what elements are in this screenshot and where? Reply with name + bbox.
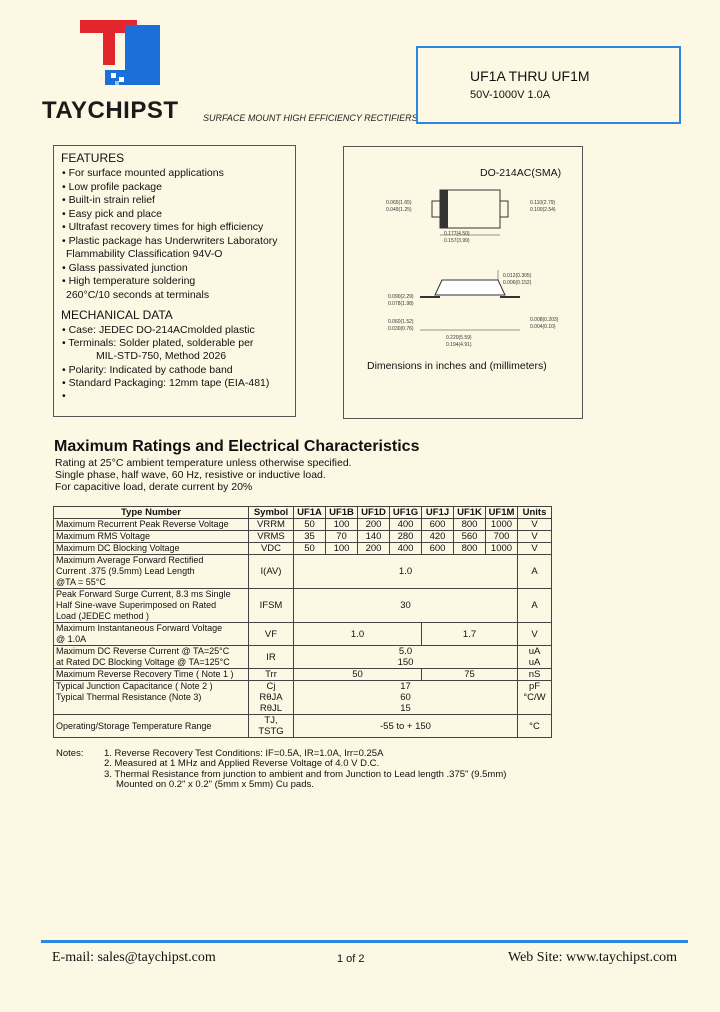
symbol-cell: IFSM [249, 589, 294, 623]
dimension-label: 0.100(2.54) [530, 207, 556, 213]
symbol-line: Cj [266, 681, 276, 692]
unit-line: uA [528, 657, 541, 668]
dimension-label: 0.065(1.65) [386, 200, 412, 206]
value-cell: 50 [294, 519, 326, 531]
value-cell: 400 [390, 519, 422, 531]
value-cell: 1.0 [294, 555, 518, 589]
rating-condition: For capacitive load, derate current by 20% [55, 481, 253, 493]
param-line: Typical Thermal Resistance (Note 3) [56, 692, 202, 702]
mechanical-item: • Standard Packaging: 12mm tape (EIA-481) [62, 377, 270, 389]
value-line: 15 [400, 703, 411, 714]
ratings-heading: Maximum Ratings and Electrical Characteristics [54, 438, 420, 455]
param-cell: Maximum Reverse Recovery Time ( Note 1 ) [54, 669, 249, 681]
feature-item: 260°C/10 seconds at terminals [66, 289, 210, 301]
symbol-cell: Trr [249, 669, 294, 681]
footer-email[interactable]: E-mail: sales@taychipst.com [52, 950, 216, 965]
table-row [54, 623, 552, 646]
value-line: 150 [397, 657, 414, 668]
feature-item: • Ultrafast recovery times for high efficiency [62, 221, 264, 233]
param-cell: Maximum RMS Voltage [54, 531, 249, 543]
dimension-label: 0.030(0.76) [388, 326, 414, 332]
param-cell: Maximum Recurrent Peak Reverse Voltage [54, 519, 249, 531]
value-cell: 70 [326, 531, 358, 543]
dimension-label: 0.110(2.79) [530, 200, 556, 206]
symbol-cell: TJ, TSTG [249, 715, 294, 738]
param-cell [54, 555, 249, 589]
product-category: SURFACE MOUNT HIGH EFFICIENCY RECTIFIERS [203, 113, 418, 123]
value-cell: 100 [326, 543, 358, 555]
value-cell: 200 [358, 519, 390, 531]
value-line: 60 [400, 692, 411, 703]
value-cell: 35 [294, 531, 326, 543]
value-cell: 800 [454, 519, 486, 531]
unit-line: uA [528, 646, 541, 657]
param-cell [54, 623, 249, 646]
package-name: DO-214AC(SMA) [480, 167, 562, 179]
param-cell [54, 681, 249, 715]
feature-item: • Easy pick and place [62, 208, 162, 220]
param-line: Typical Junction Capacitance ( Note 2 ) [56, 681, 213, 691]
note-item: 2. Measured at 1 MHz and Applied Reverse Voltage of 4.0 V D.C. [104, 758, 380, 769]
param-cell: Operating/Storage Temperature Range [54, 715, 249, 738]
param-line: Maximum Instantaneous Forward Voltage [56, 623, 223, 633]
note-item: 1. Reverse Recovery Test Conditions: IF=0.5A, IR=1.0A, Irr=0.25A [104, 748, 384, 759]
feature-item: • High temperature soldering [62, 275, 196, 287]
table-row [54, 681, 552, 715]
table-row [54, 646, 552, 669]
value-cell: 140 [358, 531, 390, 543]
symbol-cell: I(AV) [249, 555, 294, 589]
value-cell: 100 [326, 519, 358, 531]
unit-cell: V [518, 519, 552, 531]
value-cell: 280 [390, 531, 422, 543]
feature-item: • Built-in strain relief [62, 194, 155, 206]
unit-line: °C/W [523, 692, 546, 703]
param-line: Half Sine-wave Superimposed on Rated [56, 600, 217, 610]
value-cell [294, 681, 518, 715]
dimension-label: 0.090(2.29) [388, 294, 414, 300]
header-uf1d: UF1D [358, 507, 390, 519]
dimension-label: 0.194(4.91) [446, 342, 472, 348]
dimension-label: 0.012(0.305) [503, 273, 532, 279]
header-type: Type Number [54, 507, 249, 519]
symbol-cell: IR [249, 646, 294, 669]
title-box [416, 46, 681, 124]
header-uf1a: UF1A [294, 507, 326, 519]
value-cell: 200 [358, 543, 390, 555]
unit-cell: A [518, 589, 552, 623]
mechanical-item: • [62, 390, 66, 402]
symbol-line: RθJA [259, 692, 283, 703]
param-line: Current .375 (9.5mm) Lead Length [56, 566, 195, 576]
taychipst-logo [75, 15, 165, 95]
table-row [54, 589, 552, 623]
footer-website[interactable]: Web Site: www.taychipst.com [508, 950, 678, 965]
value-cell: -55 to + 150 [294, 715, 518, 738]
unit-cell: V [518, 531, 552, 543]
notes-label: Notes: [56, 748, 84, 759]
unit-cell: °C [518, 715, 552, 738]
rating-condition: Single phase, half wave, 60 Hz, resistive or inductive load. [55, 469, 326, 481]
value-cell [294, 646, 518, 669]
mechanical-heading: MECHANICAL DATA [61, 308, 173, 322]
dimension-label: 0.006(0.152) [503, 280, 532, 286]
value-cell: 50 [294, 669, 422, 681]
table-row [54, 715, 552, 738]
header-symbol: Symbol [249, 507, 294, 519]
symbol-cell: VRMS [249, 531, 294, 543]
value-cell: 1000 [486, 543, 518, 555]
header-uf1j: UF1J [422, 507, 454, 519]
unit-cell: nS [518, 669, 552, 681]
table-row [54, 543, 552, 555]
ratings-table [53, 506, 552, 738]
param-line: at Rated DC Blocking Voltage @ TA=125°C [56, 657, 230, 667]
feature-item: • Low profile package [62, 181, 162, 193]
value-cell: 600 [422, 519, 454, 531]
value-cell: 560 [454, 531, 486, 543]
value-cell: 1.7 [422, 623, 518, 646]
unit-cell: V [518, 623, 552, 646]
value-cell: 420 [422, 531, 454, 543]
dimension-note: Dimensions in inches and (millimeters) [367, 360, 547, 372]
value-line: 17 [400, 681, 411, 692]
symbol-cell: VRRM [249, 519, 294, 531]
dimension-label: 0.078(1.98) [388, 301, 414, 307]
value-cell: 400 [390, 543, 422, 555]
features-heading: FEATURES [61, 151, 125, 165]
value-cell: 800 [454, 543, 486, 555]
param-line: @ 1.0A [56, 634, 87, 644]
symbol-line: RθJL [259, 703, 283, 714]
unit-cell [518, 681, 552, 715]
dimension-label: 0.177(4.50) [444, 231, 470, 237]
mechanical-item: MIL-STD-750, Method 2026 [96, 350, 227, 362]
value-cell: 75 [422, 669, 518, 681]
note-item: Mounted on 0.2" x 0.2" (5mm x 5mm) Cu pads. [116, 779, 314, 790]
value-cell: 30 [294, 589, 518, 623]
value-cell: 1.0 [294, 623, 422, 646]
unit-line: pF [528, 681, 541, 692]
value-cell: 600 [422, 543, 454, 555]
param-cell [54, 589, 249, 623]
header-uf1m: UF1M [486, 507, 518, 519]
header-uf1g: UF1G [390, 507, 422, 519]
dimension-label: 0.004(0.10) [530, 324, 556, 330]
value-cell: 1000 [486, 519, 518, 531]
feature-item: • For surface mounted applications [62, 167, 224, 179]
part-range-title: UF1A THRU UF1M [470, 68, 590, 84]
param-cell: Maximum DC Blocking Voltage [54, 543, 249, 555]
page-indicator: 1 of 2 [337, 953, 365, 965]
note-item: 3. Thermal Resistance from junction to ambient and from Junction to Lead length .375" (9.5mm) [104, 769, 507, 780]
header-uf1b: UF1B [326, 507, 358, 519]
rating-condition: Rating at 25°C ambient temperature unless otherwise specified. [55, 457, 352, 469]
unit-cell: A [518, 555, 552, 589]
header-units: Units [518, 507, 552, 519]
mechanical-item: • Terminals: Solder plated, solderable per [62, 337, 254, 349]
header-uf1k: UF1K [454, 507, 486, 519]
param-line: Load (JEDEC method ) [56, 611, 150, 621]
symbol-cell [249, 681, 294, 715]
table-row [54, 555, 552, 589]
param-line: Peak Forward Surge Current, 8.3 ms Single [56, 589, 231, 599]
param-cell [54, 646, 249, 669]
feature-item: • Plastic package has Underwriters Laboratory [62, 235, 278, 247]
mechanical-item: • Polarity: Indicated by cathode band [62, 364, 233, 376]
symbol-cell: VDC [249, 543, 294, 555]
table-row [54, 519, 552, 531]
feature-item: • Glass passivated junction [62, 262, 188, 274]
value-line: 5.0 [398, 646, 413, 657]
table-row [54, 531, 552, 543]
dimension-label: 0.060(1.52) [388, 319, 414, 325]
voltage-current-rating: 50V-1000V 1.0A [470, 89, 551, 101]
dimension-label: 0.049(1.25) [386, 207, 412, 213]
table-row [54, 669, 552, 681]
mechanical-item: • Case: JEDEC DO-214ACmolded plastic [62, 324, 255, 336]
unit-cell [518, 646, 552, 669]
brand-name: TAYCHIPST [42, 97, 179, 124]
table-header-row [54, 507, 552, 519]
dimension-label: 0.008(0.203) [530, 317, 559, 323]
param-line: Maximum Average Forward Rectified [56, 555, 204, 565]
dimension-label: 0.157(3.99) [444, 238, 470, 244]
param-line: @TA = 55°C [56, 577, 106, 587]
value-cell: 50 [294, 543, 326, 555]
footer-divider [41, 940, 688, 943]
unit-cell: V [518, 543, 552, 555]
value-cell: 700 [486, 531, 518, 543]
symbol-cell: VF [249, 623, 294, 646]
param-line: Maximum DC Reverse Current @ TA=25°C [56, 646, 230, 656]
dimension-label: 0.220(5.59) [446, 335, 472, 341]
feature-item: Flammability Classification 94V-O [66, 248, 223, 260]
